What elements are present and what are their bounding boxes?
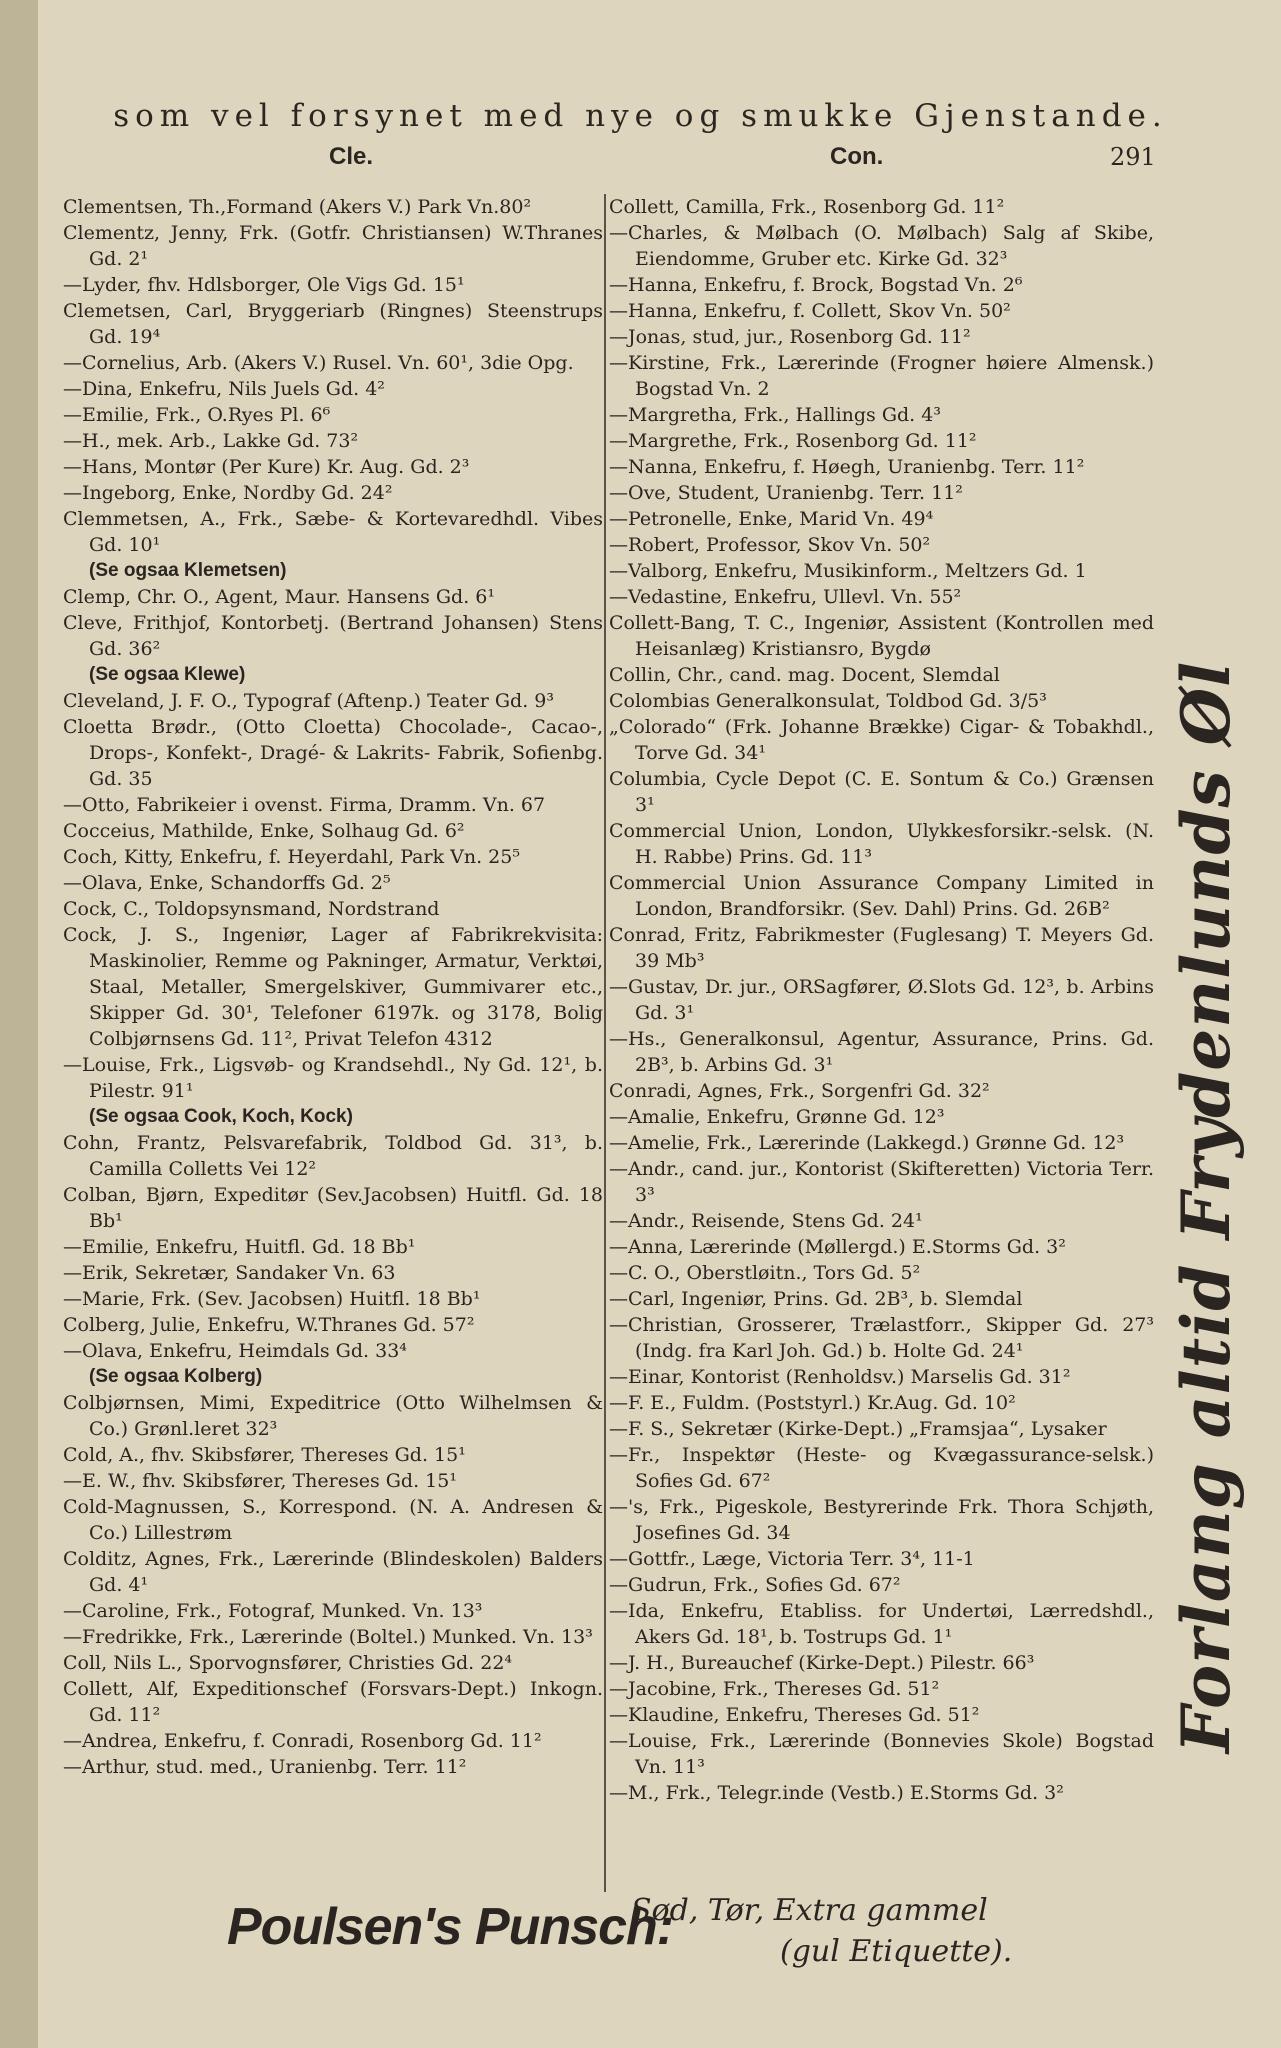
- left-column: [63, 194, 603, 1780]
- directory-entry: —Andr., cand. jur., Kontorist (Skifteretten) Victoria Terr. 3³: [609, 1158, 1154, 1206]
- page-number: 291: [1110, 143, 1156, 171]
- footer-brand: Poulsen's Punsch:: [227, 1898, 674, 1956]
- directory-entry: —Vedastine, Enkefru, Ullevl. Vn. 55²: [609, 586, 962, 608]
- directory-entry: —F. S., Sekretær (Kirke-Dept.) „Framsjaa“, Lysaker: [609, 1418, 1107, 1440]
- directory-entry: Commercial Union Assurance Company Limited in London, Brandforsikr. (Sev. Dahl) Prins. Gd. 26B²: [609, 872, 1154, 920]
- directory-entry: Conrad, Fritz, Fabrikmester (Fuglesang) T. Meyers Gd. 39 Mb³: [609, 924, 1154, 972]
- directory-entry: Colbjørnsen, Mimi, Expeditrice (Otto Wilhelmsen & Co.) Grønl.leret 32³: [63, 1392, 603, 1440]
- directory-entry: —Cornelius, Arb. (Akers V.) Rusel. Vn. 60¹, 3die Opg.: [63, 352, 574, 374]
- directory-entry: —C. O., Oberstløitn., Tors Gd. 5²: [609, 1262, 921, 1284]
- column-divider: [604, 194, 606, 1892]
- directory-entry: Collett, Alf, Expeditionschef (Forsvars-Dept.) Inkogn. Gd. 11²: [63, 1678, 603, 1726]
- directory-entry: —Anna, Lærerinde (Møllergd.) E.Storms Gd. 3²: [609, 1236, 1066, 1258]
- directory-entry: —Gottfr., Læge, Victoria Terr. 3⁴, 11-1: [609, 1548, 975, 1570]
- directory-entry: —Otto, Fabrikeier i ovenst. Firma, Dramm. Vn. 67: [63, 794, 546, 816]
- directory-entry: —Caroline, Frk., Fotograf, Munked. Vn. 13³: [63, 1600, 483, 1622]
- directory-entry: —Louise, Frk., Lærerinde (Bonnevies Skole) Bogstad Vn. 11³: [609, 1730, 1154, 1778]
- directory-entry: Cocceius, Mathilde, Enke, Solhaug Gd. 6²: [63, 820, 465, 842]
- directory-entry: Conradi, Agnes, Frk., Sorgenfri Gd. 32²: [609, 1080, 990, 1102]
- directory-entry: Cloetta Brødr., (Otto Cloetta) Chocolade-, Cacao-, Drops-, Konfekt-, Dragé- & Lakrits- Fabrik, Sofienbg. Gd. 35: [63, 716, 603, 790]
- directory-entry: —Marie, Frk. (Sev. Jacobsen) Huitfl. 18 Bb¹: [63, 1288, 481, 1310]
- directory-entry: —Ingeborg, Enke, Nordby Gd. 24²: [63, 482, 393, 504]
- directory-entry: —M., Frk., Telegr.inde (Vestb.) E.Storms Gd. 3²: [609, 1782, 1064, 1804]
- directory-entry: —Jonas, stud, jur., Rosenborg Gd. 11²: [609, 326, 971, 348]
- cross-reference: (Se ogsaa Klemetsen): [89, 560, 287, 581]
- directory-entry: —Hans, Montør (Per Kure) Kr. Aug. Gd. 2³: [63, 456, 470, 478]
- directory-entry: —Andr., Reisende, Stens Gd. 24¹: [609, 1210, 923, 1232]
- directory-entry: —Carl, Ingeniør, Prins. Gd. 2B³, b. Slemdal: [609, 1288, 1023, 1310]
- directory-entry: —Dina, Enkefru, Nils Juels Gd. 4²: [63, 378, 385, 400]
- directory-entry: Collett-Bang, T. C., Ingeniør, Assistent (Kontrollen med Heisanlæg) Kristiansro, Bygdø: [609, 612, 1154, 660]
- cross-reference: (Se ogsaa Klewe): [89, 664, 246, 685]
- directory-entry: —Hanna, Enkefru, f. Brock, Bogstad Vn. 2⁶: [609, 274, 1023, 296]
- directory-entry: Cock, C., Toldopsynsmand, Nordstrand: [63, 898, 440, 920]
- top-banner: som vel forsynet med nye og smukke Gjenstande.: [113, 98, 1168, 134]
- directory-entry: —Hanna, Enkefru, f. Collett, Skov Vn. 50²: [609, 300, 1011, 322]
- directory-entry: —'s, Frk., Pigeskole, Bestyrerinde Frk. Thora Schjøth, Josefines Gd. 34: [609, 1496, 1154, 1544]
- directory-entry: —Ove, Student, Uranienbg. Terr. 11²: [609, 482, 963, 504]
- directory-entry: —Klaudine, Enkefru, Thereses Gd. 51²: [609, 1704, 980, 1726]
- directory-entry: —F. E., Fuldm. (Poststyrl.) Kr.Aug. Gd. 10²: [609, 1392, 1016, 1414]
- directory-entry: —Gustav, Dr. jur., ORSagfører, Ø.Slots Gd. 12³, b. Arbins Gd. 3¹: [609, 976, 1154, 1024]
- page-edge: [0, 0, 38, 2048]
- directory-entry: —Louise, Frk., Ligsvøb- og Krandsehdl., Ny Gd. 12¹, b. Pilestr. 91¹: [63, 1054, 603, 1102]
- directory-entry: Clementz, Jenny, Frk. (Gotfr. Christiansen) W.Thranes Gd. 2¹: [63, 222, 603, 270]
- directory-entry: —Charles, & Mølbach (O. Mølbach) Salg af Skibe, Eiendomme, Gruber etc. Kirke Gd. 32³: [609, 222, 1154, 270]
- directory-entry: —Ida, Enkefru, Etabliss. for Undertøi, Lærredshdl., Akers Gd. 18¹, b. Tostrups Gd. 1¹: [609, 1600, 1154, 1648]
- directory-entry: —H., mek. Arb., Lakke Gd. 73²: [63, 430, 359, 452]
- directory-entry: —Valborg, Enkefru, Musikinform., Meltzers Gd. 1: [609, 560, 1087, 582]
- directory-entry: Coch, Kitty, Enkefru, f. Heyerdahl, Park Vn. 25⁵: [63, 846, 520, 868]
- directory-entry: —Einar, Kontorist (Renholdsv.) Marselis Gd. 31²: [609, 1366, 1071, 1388]
- directory-entry: —Hs., Generalkonsul, Agentur, Assurance, Prins. Gd. 2B³, b. Arbins Gd. 3¹: [609, 1028, 1154, 1076]
- directory-entry: —Amelie, Frk., Lærerinde (Lakkegd.) Grønne Gd. 12³: [609, 1132, 1125, 1154]
- directory-entry: Commercial Union, London, Ulykkesforsikr.-selsk. (N. H. Rabbe) Prins. Gd. 11³: [609, 820, 1154, 868]
- directory-entry: Coll, Nils L., Sporvognsfører, Christies Gd. 22⁴: [63, 1652, 513, 1674]
- directory-entry: Collin, Chr., cand. mag. Docent, Slemdal: [609, 664, 1000, 686]
- directory-entry: Cold-Magnussen, S., Korrespond. (N. A. Andresen & Co.) Lillestrøm: [63, 1496, 603, 1544]
- directory-entry: Clemetsen, Carl, Bryggeriarb (Ringnes) Steenstrups Gd. 19⁴: [63, 300, 603, 348]
- directory-entry: Colberg, Julie, Enkefru, W.Thranes Gd. 57²: [63, 1314, 475, 1336]
- directory-entry: —Erik, Sekretær, Sandaker Vn. 63: [63, 1262, 396, 1284]
- cross-reference: (Se ogsaa Kolberg): [89, 1366, 263, 1387]
- directory-entry: —J. H., Bureauchef (Kirke-Dept.) Pilestr. 66³: [609, 1652, 1035, 1674]
- directory-entry: Clementsen, Th.,Formand (Akers V.) Park Vn.80²: [63, 196, 532, 218]
- directory-entry: Clemmetsen, A., Frk., Sæbe- & Kortevaredhdl. Vibes Gd. 10¹: [63, 508, 603, 556]
- directory-entry: —Kirstine, Frk., Lærerinde (Frogner høiere Almensk.) Bogstad Vn. 2: [609, 352, 1154, 400]
- directory-entry: —Lyder, fhv. Hdlsborger, Ole Vigs Gd. 15¹: [63, 274, 465, 296]
- directory-entry: —Olava, Enkefru, Heimdals Gd. 33⁴: [63, 1340, 407, 1362]
- directory-entry: —Fr., Inspektør (Heste- og Kvægassurance-selsk.) Sofies Gd. 67²: [609, 1444, 1154, 1492]
- directory-entry: —Gudrun, Frk., Sofies Gd. 67²: [609, 1574, 901, 1596]
- side-ad-text: Forlang altid Frydenlunds Øl: [1167, 660, 1245, 1754]
- directory-entry: „Colorado“ (Frk. Johanne Brække) Cigar- & Tobakhdl., Torve Gd. 34¹: [609, 716, 1154, 764]
- right-column: [609, 194, 1154, 1806]
- directory-entry: —Nanna, Enkefru, f. Høegh, Uranienbg. Terr. 11²: [609, 456, 1085, 478]
- directory-entry: —Petronelle, Enke, Marid Vn. 49⁴: [609, 508, 934, 530]
- directory-entry: —Emilie, Frk., O.Ryes Pl. 6⁶: [63, 404, 331, 426]
- directory-entry: —Fredrikke, Frk., Lærerinde (Boltel.) Munked. Vn. 13³: [63, 1626, 593, 1648]
- directory-entry: —Robert, Professor, Skov Vn. 50²: [609, 534, 931, 556]
- directory-entry: Collett, Camilla, Frk., Rosenborg Gd. 11²: [609, 196, 1005, 218]
- directory-entry: Cock, J. S., Ingeniør, Lager af Fabrikrekvisita: Maskinolier, Remme og Pakninger, Armatur, Verktøi, Staal, Metaller, Smergelskiver, Gummivarer etc., Skipper Gd. 30¹, Telefoner 6197k. og 3178, Bolig Colbjørnsens Gd. 11², Privat Telefon 4312: [63, 924, 603, 1050]
- directory-entry: Cleve, Frithjof, Kontorbetj. (Bertrand Johansen) Stens Gd. 36²: [63, 612, 603, 660]
- header-range-end: Con.: [830, 143, 884, 170]
- directory-entry: Cold, A., fhv. Skibsfører, Thereses Gd. 15¹: [63, 1444, 466, 1466]
- directory-entry: Colban, Bjørn, Expeditør (Sev.Jacobsen) Huitfl. Gd. 18 Bb¹: [63, 1184, 603, 1232]
- directory-entry: —Emilie, Enkefru, Huitfl. Gd. 18 Bb¹: [63, 1236, 416, 1258]
- side-advertisement: [1166, 502, 1246, 1912]
- directory-entry: Columbia, Cycle Depot (C. E. Sontum & Co.) Grænsen 3¹: [609, 768, 1154, 816]
- directory-entry: —Jacobine, Frk., Thereses Gd. 51²: [609, 1678, 940, 1700]
- directory-entry: Colditz, Agnes, Frk., Lærerinde (Blindeskolen) Balders Gd. 4¹: [63, 1548, 603, 1596]
- directory-entry: —Olava, Enke, Schandorffs Gd. 2⁵: [63, 872, 391, 894]
- directory-entry: —Christian, Grosserer, Trælastforr., Skipper Gd. 27³ (Indg. fra Karl Joh. Gd.) b. Holte Gd. 24¹: [609, 1314, 1154, 1362]
- directory-entry: —Arthur, stud. med., Uranienbg. Terr. 11²: [63, 1756, 467, 1778]
- directory-entry: —Margretha, Frk., Hallings Gd. 4³: [609, 404, 941, 426]
- directory-entry: —E. W., fhv. Skibsfører, Thereses Gd. 15¹: [63, 1470, 457, 1492]
- directory-entry: Cohn, Frantz, Pelsvarefabrik, Toldbod Gd. 31³, b. Camilla Colletts Vei 12²: [63, 1132, 603, 1180]
- directory-entry: Clemp, Chr. O., Agent, Maur. Hansens Gd. 6¹: [63, 586, 495, 608]
- directory-entry: —Andrea, Enkefru, f. Conradi, Rosenborg Gd. 11²: [63, 1730, 542, 1752]
- directory-entry: —Margrethe, Frk., Rosenborg Gd. 11²: [609, 430, 977, 452]
- directory-entry: Colombias Generalkonsulat, Toldbod Gd. 3/5³: [609, 690, 1047, 712]
- directory-entry: —Amalie, Enkefru, Grønne Gd. 12³: [609, 1106, 945, 1128]
- cross-reference: (Se ogsaa Cook, Koch, Kock): [89, 1106, 353, 1127]
- header-range-start: Cle.: [329, 143, 374, 170]
- directory-entry: Cleveland, J. F. O., Typograf (Aftenp.) Teater Gd. 9³: [63, 690, 554, 712]
- footer-tagline-2: (gul Etiquette).: [780, 1934, 1013, 1969]
- footer-tagline-1: Sød, Tør, Extra gammel: [631, 1893, 988, 1928]
